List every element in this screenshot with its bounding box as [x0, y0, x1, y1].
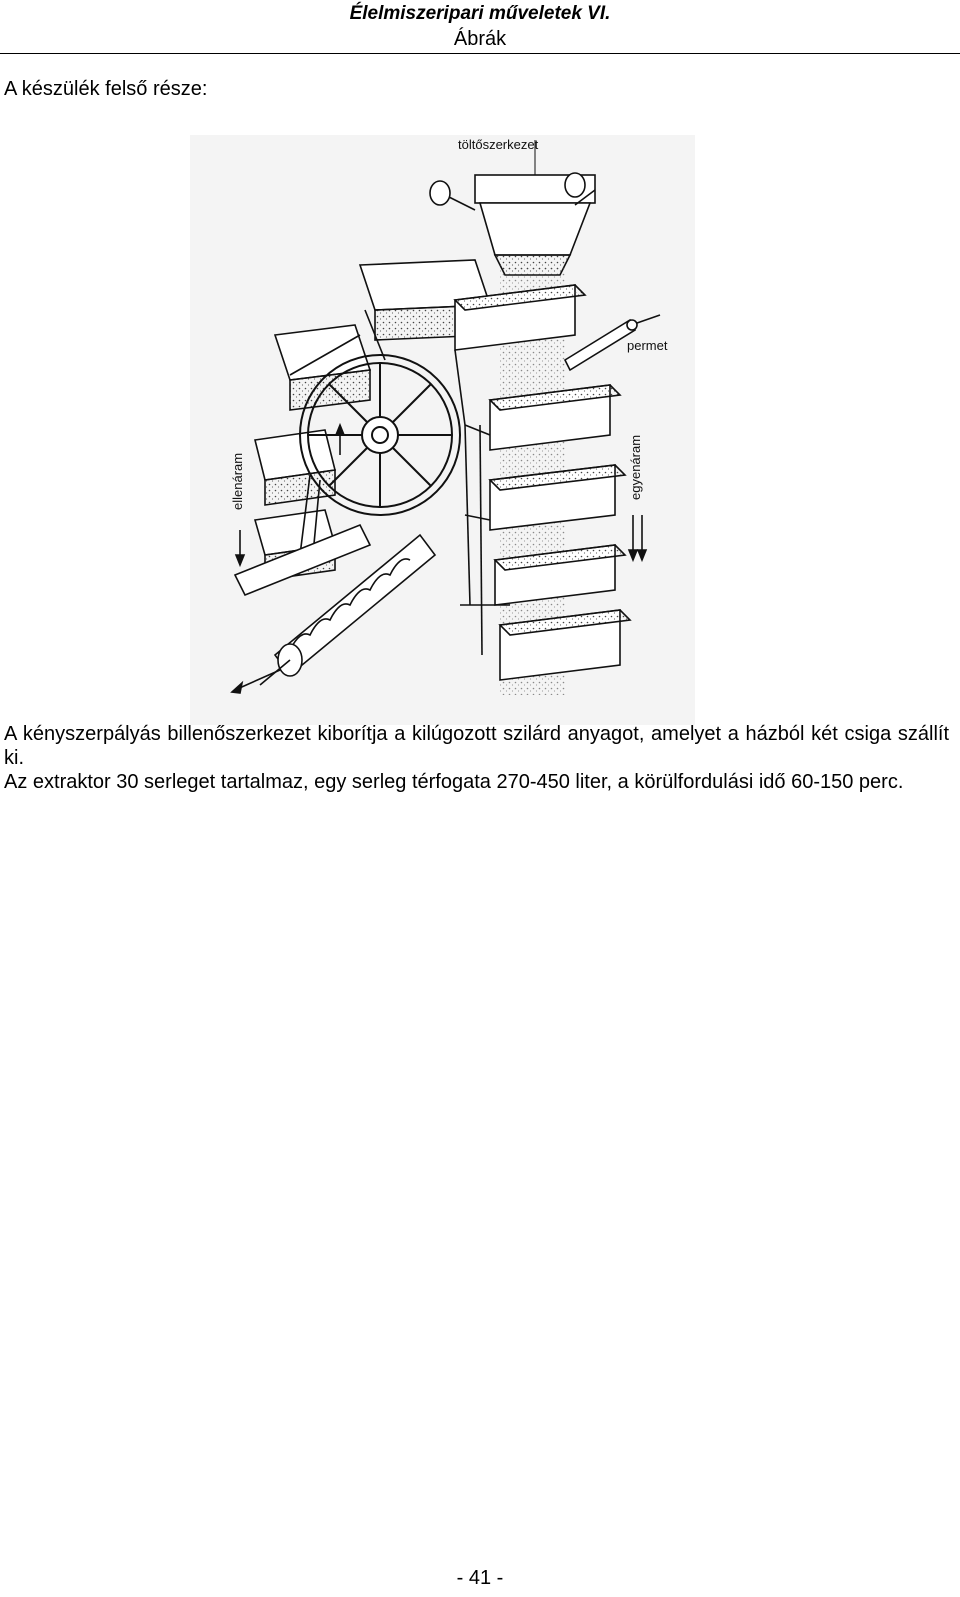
header-title: Élelmiszeripari műveletek VI.: [349, 3, 611, 24]
extractor-drawing: [190, 135, 695, 725]
paragraph-1: A kényszerpályás billenőszerkezet kiborítja a kilúgozott szilárd anyagot, amelyet a házból két csiga szállít ki.: [4, 723, 949, 769]
header-subtitle: Ábrák: [453, 28, 507, 50]
label-countercurrent: ellenáram: [230, 452, 245, 510]
label-cocurrent: egyenáram: [628, 434, 643, 500]
extractor-figure: [190, 135, 695, 725]
body-text: [4, 722, 949, 794]
label-hopper: töltőszerkezet: [458, 137, 539, 152]
page-number: - 41 -: [456, 1567, 504, 1589]
label-spray: permet: [627, 338, 668, 353]
header-divider: [0, 53, 960, 54]
section-label: A készülék felső része:: [4, 78, 208, 100]
paragraph-2: Az extraktor 30 serleget tartalmaz, egy serleg térfogata 270-450 liter, a körülfordulási idő 60-150 perc.: [4, 771, 904, 793]
bucket-wheel: [300, 355, 460, 515]
